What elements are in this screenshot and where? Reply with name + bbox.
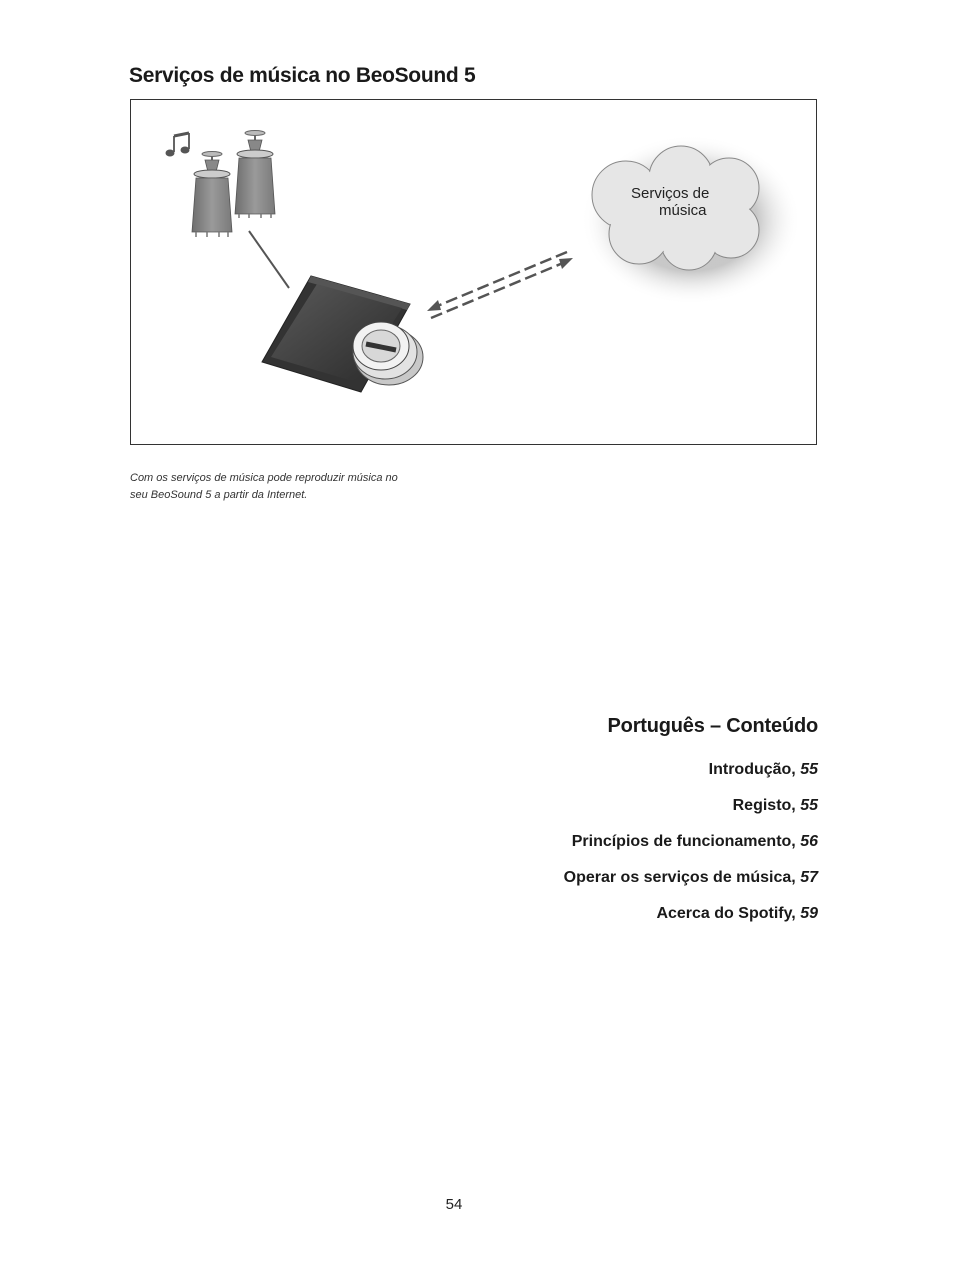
speaker-connection-line <box>249 231 289 288</box>
toc-item-page: 59 <box>800 905 818 922</box>
toc-item-principios[interactable] <box>564 824 818 860</box>
toc-item-page: 55 <box>800 761 818 778</box>
toc-heading: Português – Conteúdo <box>607 715 818 737</box>
toc-item-registo[interactable] <box>564 788 818 824</box>
toc-item-page: 57 <box>800 869 818 886</box>
table-of-contents <box>564 715 818 932</box>
toc-item-label: Introdução, <box>708 761 796 778</box>
toc-item-page: 55 <box>800 797 818 814</box>
toc-item-label: Acerca do Spotify, <box>656 905 796 922</box>
page-title: Serviços de música no BeoSound 5 <box>129 64 476 87</box>
toc-item-introducao[interactable] <box>564 752 818 788</box>
caption-line1: Com os serviços de música pode reproduzir música no <box>130 472 398 484</box>
toc-item-label: Operar os serviços de música, <box>563 869 796 886</box>
bidirectional-arrow-icon <box>427 252 573 318</box>
page-number: 54 <box>445 1196 463 1213</box>
toc-item-spotify[interactable] <box>564 896 818 932</box>
toc-item-page: 56 <box>800 833 818 850</box>
toc-item-operar[interactable] <box>564 860 818 896</box>
toc-item-label: Registo, <box>732 797 796 814</box>
caption-line2: seu BeoSound 5 a partir da Internet. <box>130 489 308 501</box>
beo-wheel-icon <box>353 322 423 385</box>
cloud-label-line2: música <box>659 202 707 219</box>
speaker-icon <box>192 131 275 238</box>
cloud-label-line1: Serviços de <box>631 185 710 202</box>
cloud-icon <box>581 135 801 305</box>
figure-caption <box>130 470 430 504</box>
illustration-figure <box>130 99 817 445</box>
cloud-label <box>631 185 791 219</box>
illustration-svg <box>131 100 818 446</box>
toc-item-label: Princípios de funcionamento, <box>571 833 796 850</box>
music-note-icon <box>166 133 190 157</box>
